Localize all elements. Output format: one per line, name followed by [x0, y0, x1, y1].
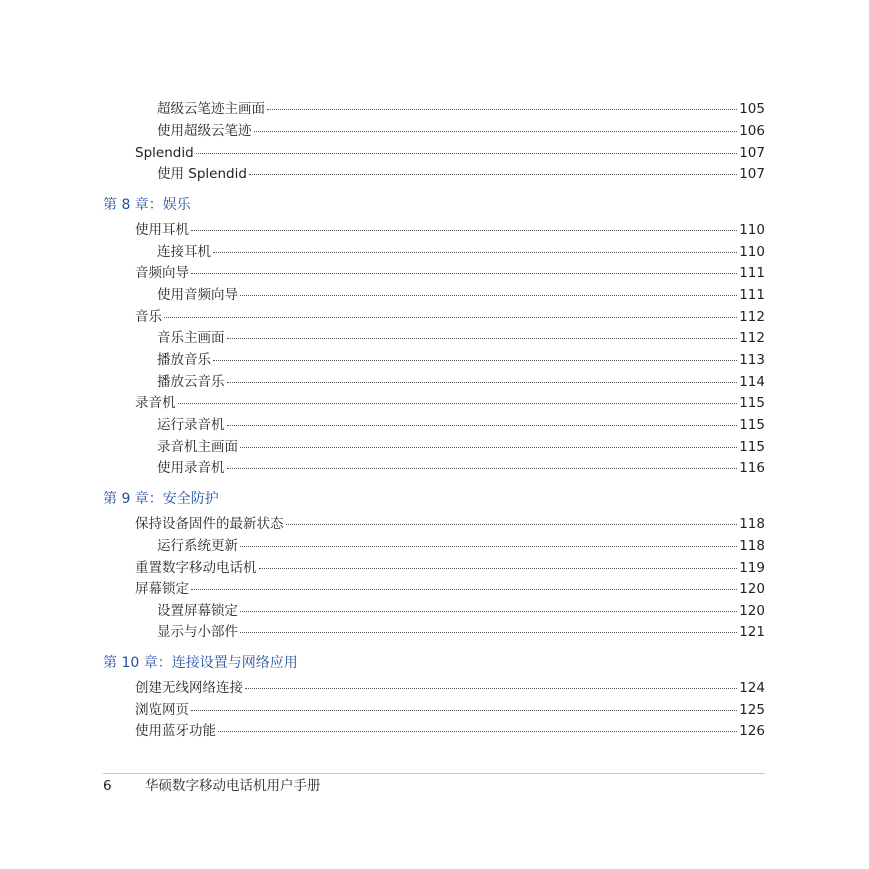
toc-leader-dots [218, 731, 737, 732]
toc-entry[interactable] [157, 286, 765, 304]
toc-entry-page: 125 [739, 702, 765, 718]
toc-entry-label: 使用音频向导 [157, 287, 238, 303]
toc-leader-dots [196, 153, 738, 154]
footer-page-number: 6 [103, 778, 112, 794]
toc-leader-dots [267, 109, 737, 110]
toc-entry-page: 115 [739, 439, 765, 455]
toc-entry-label: 使用蓝牙功能 [135, 723, 216, 739]
toc-entry[interactable] [157, 122, 765, 140]
toc-entry-label: 使用 Splendid [157, 166, 247, 182]
toc-leader-dots [240, 447, 737, 448]
toc-entry[interactable] [157, 243, 765, 261]
toc-entry-page: 106 [739, 123, 765, 139]
toc-leader-dots [240, 611, 737, 612]
toc-entry-label: 超级云笔迹主画面 [157, 101, 265, 117]
toc-entry-page: 110 [739, 244, 765, 260]
toc-entry-label: 设置屏幕锁定 [157, 603, 238, 619]
toc-entry-label: 保持设备固件的最新状态 [135, 516, 284, 532]
toc-entry[interactable] [135, 144, 765, 162]
toc-entry[interactable] [135, 394, 765, 412]
toc-entry[interactable] [157, 373, 765, 391]
toc-leader-dots [240, 632, 737, 633]
toc-leader-dots [240, 546, 737, 547]
toc-entry-label: 录音机主画面 [157, 439, 238, 455]
toc-leader-dots [227, 382, 738, 383]
toc-leader-dots [191, 273, 737, 274]
toc-leader-dots [245, 688, 737, 689]
toc-entry[interactable] [135, 308, 765, 326]
toc-entry-label: 音频向导 [135, 265, 189, 281]
toc-leader-dots [191, 230, 737, 231]
toc-entry-label: 音乐 [135, 309, 162, 325]
toc-entry[interactable] [157, 329, 765, 347]
footer-divider [103, 773, 765, 774]
toc-entry[interactable] [135, 701, 765, 719]
toc-entry-page: 120 [739, 603, 765, 619]
toc-entry-label: 浏览网页 [135, 702, 189, 718]
toc-entry-label: 使用录音机 [157, 460, 225, 476]
toc-entry-page: 115 [739, 395, 765, 411]
toc-entry[interactable] [157, 459, 765, 477]
toc-entry[interactable] [157, 100, 765, 118]
toc-entry[interactable] [157, 438, 765, 456]
toc-entry[interactable] [135, 580, 765, 598]
toc-leader-dots [164, 317, 737, 318]
footer-manual-title: 华硕数字移动电话机用户手册 [145, 778, 321, 794]
chapter-9-heading[interactable]: 第 9 章：安全防护 [103, 491, 219, 507]
toc-entry-page: 113 [739, 352, 765, 368]
toc-entry-page: 114 [739, 374, 765, 390]
toc-entry-page: 118 [739, 516, 765, 532]
toc-entry-label: 音乐主画面 [157, 330, 225, 346]
toc-entry-page: 107 [739, 166, 765, 182]
toc-entry-page: 111 [739, 287, 765, 303]
toc-entry-page: 112 [739, 309, 765, 325]
toc-entry-page: 110 [739, 222, 765, 238]
toc-entry-label: 连接耳机 [157, 244, 211, 260]
toc-leader-dots [213, 360, 737, 361]
toc-leader-dots [178, 403, 738, 404]
toc-leader-dots [191, 710, 737, 711]
toc-entry[interactable] [135, 264, 765, 282]
toc-entry[interactable] [157, 623, 765, 641]
toc-entry-label: 使用耳机 [135, 222, 189, 238]
toc-entry[interactable] [135, 515, 765, 533]
toc-leader-dots [249, 174, 737, 175]
toc-leader-dots [191, 589, 737, 590]
toc-leader-dots [227, 468, 738, 469]
toc-entry-page: 112 [739, 330, 765, 346]
toc-leader-dots [254, 131, 738, 132]
toc-entry[interactable] [157, 351, 765, 369]
toc-entry-page: 124 [739, 680, 765, 696]
toc-entry-label: 创建无线网络连接 [135, 680, 243, 696]
toc-leader-dots [213, 252, 737, 253]
toc-entry-label: 播放云音乐 [157, 374, 225, 390]
toc-entry-label: 重置数字移动电话机 [135, 560, 257, 576]
toc-leader-dots [227, 338, 738, 339]
toc-entry-page: 116 [739, 460, 765, 476]
toc-entry-label: 使用超级云笔迹 [157, 123, 252, 139]
toc-entry-page: 105 [739, 101, 765, 117]
toc-entry-page: 120 [739, 581, 765, 597]
toc-entry[interactable] [135, 221, 765, 239]
toc-entry-page: 118 [739, 538, 765, 554]
toc-entry-label: 录音机 [135, 395, 176, 411]
chapter-8-heading[interactable]: 第 8 章：娱乐 [103, 197, 191, 213]
toc-leader-dots [240, 295, 737, 296]
toc-entry[interactable] [135, 722, 765, 740]
toc-entry-label: 运行系统更新 [157, 538, 238, 554]
toc-entry-label: 屏幕锁定 [135, 581, 189, 597]
toc-leader-dots [227, 425, 738, 426]
toc-entry[interactable] [135, 559, 765, 577]
toc-entry-page: 119 [739, 560, 765, 576]
toc-entry[interactable] [135, 679, 765, 697]
toc-entry-label: Splendid [135, 145, 194, 161]
toc-entry-page: 126 [739, 723, 765, 739]
chapter-10-heading[interactable]: 第 10 章：连接设置与网络应用 [103, 655, 298, 671]
toc-entry-page: 107 [739, 145, 765, 161]
toc-entry[interactable] [157, 602, 765, 620]
toc-entry-page: 121 [739, 624, 765, 640]
toc-leader-dots [286, 524, 738, 525]
toc-entry-label: 播放音乐 [157, 352, 211, 368]
toc-entry-label: 显示与小部件 [157, 624, 238, 640]
toc-entry[interactable] [157, 416, 765, 434]
toc-entry[interactable] [157, 537, 765, 555]
toc-entry-page: 115 [739, 417, 765, 433]
toc-leader-dots [259, 568, 738, 569]
toc-entry-page: 111 [739, 265, 765, 281]
toc-entry-label: 运行录音机 [157, 417, 225, 433]
toc-entry[interactable] [157, 165, 765, 183]
